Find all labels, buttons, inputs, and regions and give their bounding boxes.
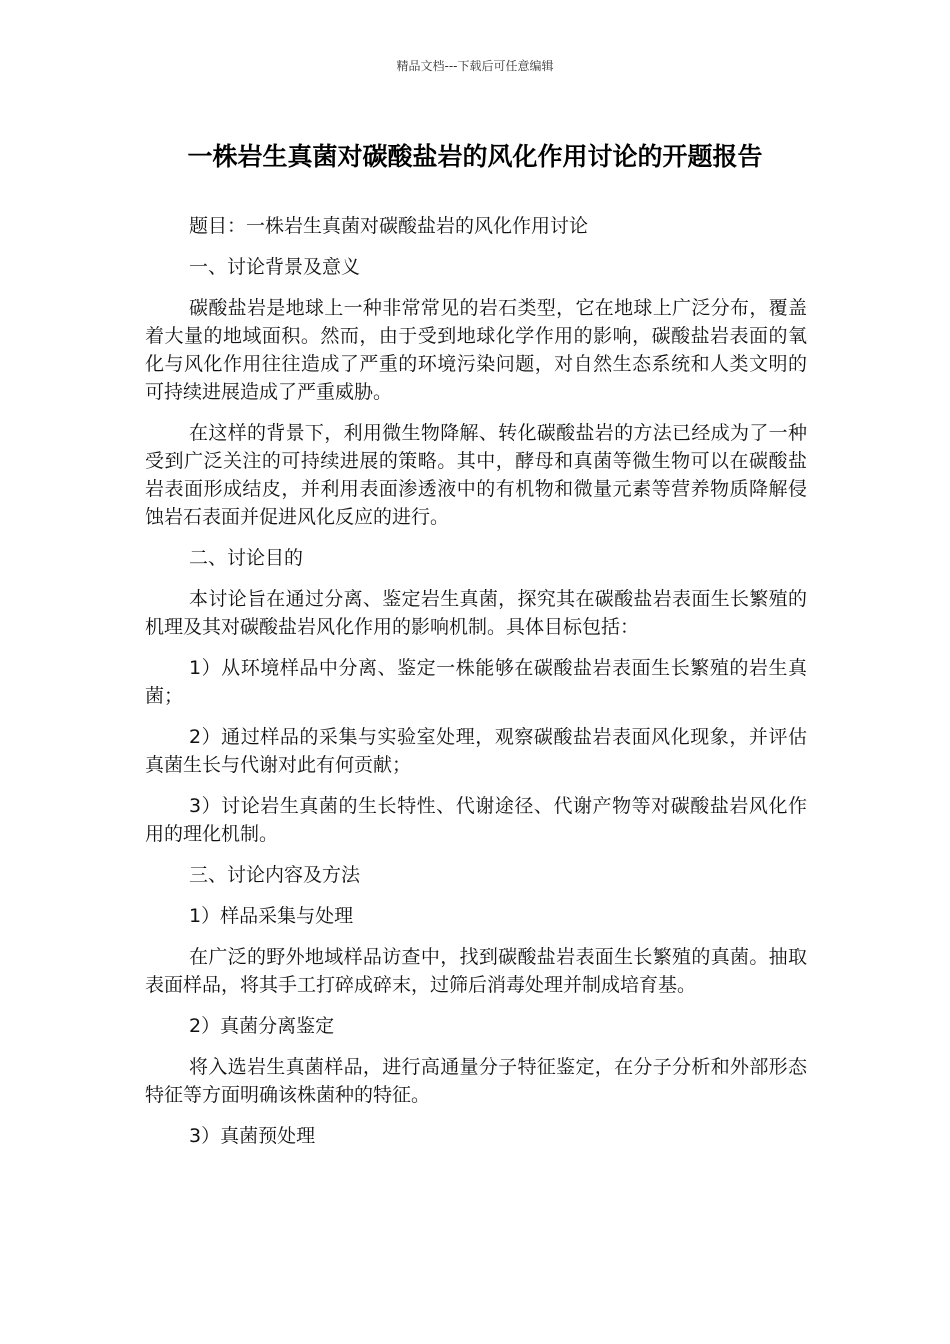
- paragraph-objective-1: 1）从环境样品中分离、鉴定一株能够在碳酸盐岩表面生长繁殖的岩生真菌；: [145, 657, 807, 707]
- paragraph-isolation: 将入选岩生真菌样品，进行高通量分子特征鉴定，在分子分析和外部形态特征等方面明确该株菌种的特征。: [145, 1056, 807, 1106]
- subheading-pretreatment: 3）真菌预处理: [189, 1125, 316, 1147]
- paragraph-background-2: 在这样的背景下，利用微生物降解、转化碳酸盐岩的方法已经成为了一种受到广泛关注的可持续进展的策略。其中，酵母和真菌等微生物可以在碳酸盐岩表面形成结皮，并利用表面渗透液中的有机物和微量元素等营养物质降解侵蚀岩石表面并促进风化反应的进行。: [145, 422, 807, 528]
- paragraph-objectives-intro: 本讨论旨在通过分离、鉴定岩生真菌，探究其在碳酸盐岩表面生长繁殖的机理及其对碳酸盐岩风化作用的影响机制。具体目标包括：: [145, 588, 807, 638]
- section-heading-objectives: 二、讨论目的: [189, 547, 304, 569]
- paragraph-topic: 题目：一株岩生真菌对碳酸盐岩的风化作用讨论: [189, 215, 589, 237]
- section-heading-methods: 三、讨论内容及方法: [189, 864, 361, 886]
- header-note: 精品文档---下载后可任意编辑: [396, 59, 554, 73]
- subheading-isolation: 2）真菌分离鉴定: [189, 1015, 335, 1037]
- paragraph-objective-2: 2）通过样品的采集与实验室处理，观察碳酸盐岩表面风化现象，并评估真菌生长与代谢对此有何贡献；: [145, 726, 807, 776]
- paragraph-sampling: 在广泛的野外地域样品访查中，找到碳酸盐岩表面生长繁殖的真菌。抽取表面样品，将其手工打碎成碎末，过筛后消毒处理并制成培育基。: [145, 946, 807, 996]
- document-title: 一株岩生真菌对碳酸盐岩的风化作用讨论的开题报告: [187, 142, 763, 171]
- paragraph-background-1: 碳酸盐岩是地球上一种非常常见的岩石类型，它在地球上广泛分布，覆盖着大量的地域面积。然而，由于受到地球化学作用的影响，碳酸盐岩表面的氧化与风化作用往往造成了严重的环境污染问题，对自然生态系统和人类文明的可持续进展造成了严重威胁。: [145, 297, 807, 403]
- subheading-sampling: 1）样品采集与处理: [189, 905, 354, 927]
- section-heading-background: 一、讨论背景及意义: [189, 256, 361, 278]
- paragraph-objective-3: 3）讨论岩生真菌的生长特性、代谢途径、代谢产物等对碳酸盐岩风化作用的理化机制。: [145, 795, 807, 845]
- document-body: [145, 212, 807, 1163]
